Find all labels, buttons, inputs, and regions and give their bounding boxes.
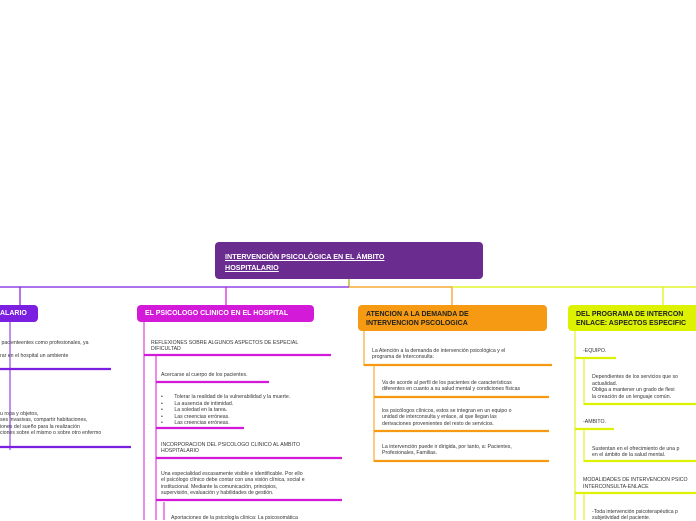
branch-4-item[interactable]: -Toda intervención psicoterapéutica p [592,509,678,515]
root-topic-line-2: HOSPITALARIO [225,263,279,272]
branch-topic-4-label-line-2: ENLACE: ASPECTOS ESPECIFIC [576,320,687,327]
branch-4-item[interactable]: la creación de un lenguaje común. [592,394,672,400]
connector-to-branch-1 [0,287,349,305]
branch-4-item[interactable]: MODALIDADES DE INTERVENCION PSICO [583,477,688,483]
branch-topic-4[interactable] [568,305,696,331]
branch-4-item[interactable]: subjetividad del paciente. [592,515,651,521]
branch-3-item[interactable]: unidad de interconsulta y enlace, al que llegan las [382,414,497,420]
branch-4-item[interactable]: actualidad. [592,381,618,387]
root-topic[interactable] [215,242,483,279]
branch-4-item[interactable]: Obliga a mantener un grado de flexi [592,387,675,393]
branch-2-item[interactable]: • Las creencias erróneas. [161,414,230,420]
branch-4-item[interactable]: -EQUIPO. [583,348,607,354]
branch-topic-3-label-line-1: ATENCION A LA DEMANDA DE [366,311,469,318]
branch-2-item[interactable]: • Tolerar la realidad de la vulnerabilidad y la muerte. [161,394,291,400]
branch-topic-1[interactable] [0,305,38,322]
branch-2-item[interactable]: supervisión, evaluación y habilidades de gestión. [161,490,274,496]
branch-topic-4-label-line-1: DEL PROGRAMA DE INTERCON [576,311,684,318]
branch-3-item[interactable]: La intervención puede ir dirigida, por tanto, a: Pacientes, [382,444,512,450]
connector-to-branch-3 [349,287,452,305]
branch-3-item[interactable]: los psicólogos clínicos, estos se integran en un equipo o [382,408,512,414]
branch-1-item[interactable]: ses invasivas, compartir habitaciones, [0,417,88,423]
branch-2-item[interactable]: INCORPORACION DEL PSICOLOGO CLINICO AL AMBITO [161,442,301,448]
branch-2-item[interactable]: HOSPITALARIO [161,448,199,454]
branch-4-item[interactable]: Sustentan en el ofrecimiento de una p [592,446,680,452]
branch-3-item[interactable]: programa de Interconsulta: [372,354,434,360]
branch-3-item[interactable]: Profesionales, Familias. [382,450,438,456]
branch-topic-2-label: EL PSICOLOGO CLINICO EN EL HOSPITAL [145,310,289,317]
branch-topic-3[interactable] [358,305,547,331]
branch-2-item[interactable]: • La soledad en la tarea. [161,407,228,413]
branch-topic-2[interactable] [137,305,314,322]
branch-2-item[interactable]: • La ausencia de intimidad. [161,401,234,407]
branch-4-item[interactable]: INTERCONSULTA-ENLACE [583,484,649,490]
branch-3-item[interactable]: La Atención a la demanda de intervención psicológica y el [372,348,506,354]
branch-1-item[interactable]: iones del sueño para la realización [0,424,80,430]
branch-2-item[interactable]: el psicólogo clínico debe contar con una visión clínica, social e [161,477,305,483]
branch-3-item[interactable]: derivaciones provenientes del resto de servicios. [382,421,494,427]
branch-2-item[interactable]: institucional. Mediante la comunicación, principios, [161,484,278,490]
branch-2-item[interactable]: REFLEXIONES SOBRE ALGUNOS ASPECTOS DE ESPECIAL [151,340,299,346]
branch-topic-1-label: ALARIO [0,310,27,317]
branch-1-item[interactable]: rar en el hospital un ambiente [0,353,69,359]
branch-1-item[interactable]: ciones sobre el mismo o sobre otro enfermo [0,430,102,436]
branch-2-item[interactable]: Una especialidad escasamente visible e identificable. Por ello [161,471,303,477]
branch-3-item[interactable]: diferentes en cuanto a su salud mental y condiciones físicas [382,386,521,392]
branch-3-item[interactable]: Va de acorde al perfil de los pacientes de características [382,380,512,386]
branch-2-item[interactable]: • Las creencias erróneas. [161,420,230,426]
branch-4-item[interactable]: Dependientes de los servicios que so [592,374,678,380]
branch-4-item[interactable]: -AMBITO. [583,419,606,425]
connector-to-branch-4 [452,287,696,305]
branch-2-item[interactable]: Acercarse al cuerpo de los pacientes. [161,372,248,378]
branch-1-item[interactable]: pacienteentes como profesionales, ya [0,340,89,346]
branch-4-item[interactable]: en el ámbito de la salud mental. [592,452,666,458]
branch-2-item[interactable]: Aportaciones de la psicología clínica: La psicosomática [171,515,298,521]
branch-topic-3-label-line-2: INTERVENCION PSCOLOGICA [366,320,468,327]
branch-2-item[interactable]: DIFICULTAD [151,346,181,352]
branch-1-item[interactable]: u ropa y objetos, [0,411,39,417]
root-topic-line-1: INTERVENCIÓN PSICOLÓGICA EN EL ÁMBITO [225,252,385,261]
